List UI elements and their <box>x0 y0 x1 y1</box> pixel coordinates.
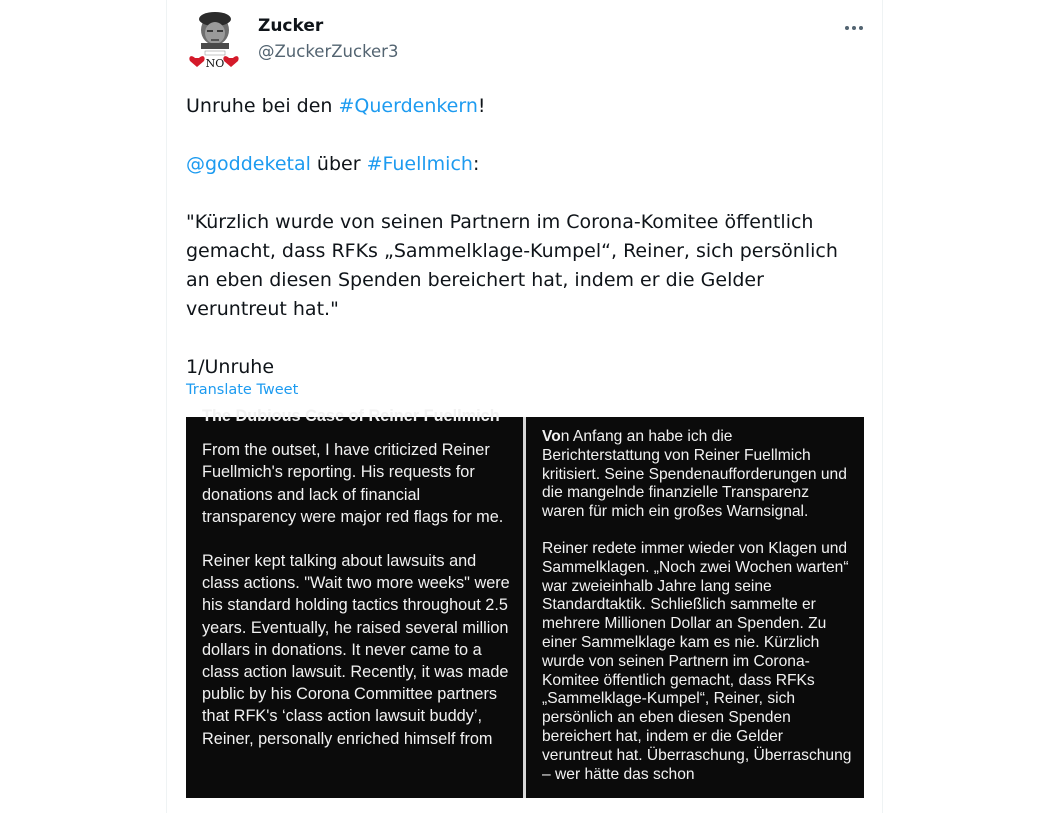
display-name[interactable]: Zucker <box>258 16 324 36</box>
media-english-paragraph-1: From the outset, I have criticized Reiner Fuellmich's reporting. His requests for donations and lack of financial transparency were major red flags for me. <box>202 441 504 526</box>
translate-tweet-link[interactable]: Translate Tweet <box>186 382 299 398</box>
avatar-text: NO <box>205 57 225 70</box>
mention-goddeketal-link[interactable]: @goddeketal <box>186 153 311 175</box>
media-german-paragraph-2: Reiner redete immer wieder von Klagen und Sammelklagen. „Noch zwei Wochen warten“ war zweieinhalb Jahre lang seine Standardtaktik. Schließlich sammelte er mehrere Millionen Dollar an Spenden. Zu einer Sammelklage kam es nie. Kürzlich wurde von seinen Partnern im Corona-Komitee öffentlich gemacht, dass RFKs „Sammelklage-Kumpel“, Reiner, sich persönlich an eben diesen Spenden bereichert hat, indem er die Gelder veruntreut hat. Überraschung, Überraschung – wer hätte das schon <box>542 539 852 783</box>
media-german-paragraph-1 <box>542 428 854 522</box>
more-horizontal-icon <box>844 25 864 31</box>
tweet-media[interactable] <box>186 407 864 798</box>
tweet-text-segment: über <box>310 153 367 175</box>
media-german-bold-prefix: Vo <box>542 428 561 445</box>
media-english-paragraph-2: Reiner kept talking about lawsuits and class actions. "Wait two more weeks" were his standard holding tactics throughout 2.5 years. Eventually, he raised several million dollars in donations. It never came to a class action lawsuit. Recently, it was made public by his Corona Committee partners that RFK's ‘class action lawsuit buddy’, Reiner, personally enriched himself from <box>202 552 510 748</box>
user-handle[interactable]: @ZuckerZucker3 <box>258 42 399 61</box>
tweet-quote: "Kürzlich wurde von seinen Partnern im Corona-Komitee öffentlich gemacht, dass RFKs „Sammelklage-Kumpel“, Reiner, sich persönlich an eben diesen Spenden bereichert hat, indem er die Gelder veruntreut hat." <box>186 211 838 320</box>
media-german-paragraph-1-rest: n Anfang an habe ich die Berichterstattung von Reiner Fuellmich kritisiert. Seine Spendenaufforderungen und die mangelnde finanzielle Transparenz waren für mich ein großes Warnsignal. <box>542 428 847 521</box>
tweet-text <box>186 92 866 382</box>
avatar-image <box>186 10 244 68</box>
tweet-thread-marker: 1/Unruhe <box>186 356 275 378</box>
media-english-heading: The Dubious Case of Reiner Fuellmich <box>202 407 500 425</box>
avatar[interactable] <box>186 10 244 68</box>
tweet-text-segment: : <box>472 153 480 175</box>
hashtag-fuellmich-link[interactable]: #Fuellmich <box>366 153 473 175</box>
tweet-line-2 <box>186 150 866 179</box>
hashtag-querdenkern-link[interactable]: #Querdenkern <box>338 95 478 117</box>
tweet-text-segment: ! <box>477 95 486 117</box>
media-image-german[interactable] <box>526 417 864 798</box>
more-options-button[interactable] <box>838 14 870 42</box>
media-image-english[interactable] <box>186 407 523 798</box>
tweet-text-segment: Unruhe bei den <box>186 95 339 117</box>
tweet-line-1 <box>186 92 866 121</box>
